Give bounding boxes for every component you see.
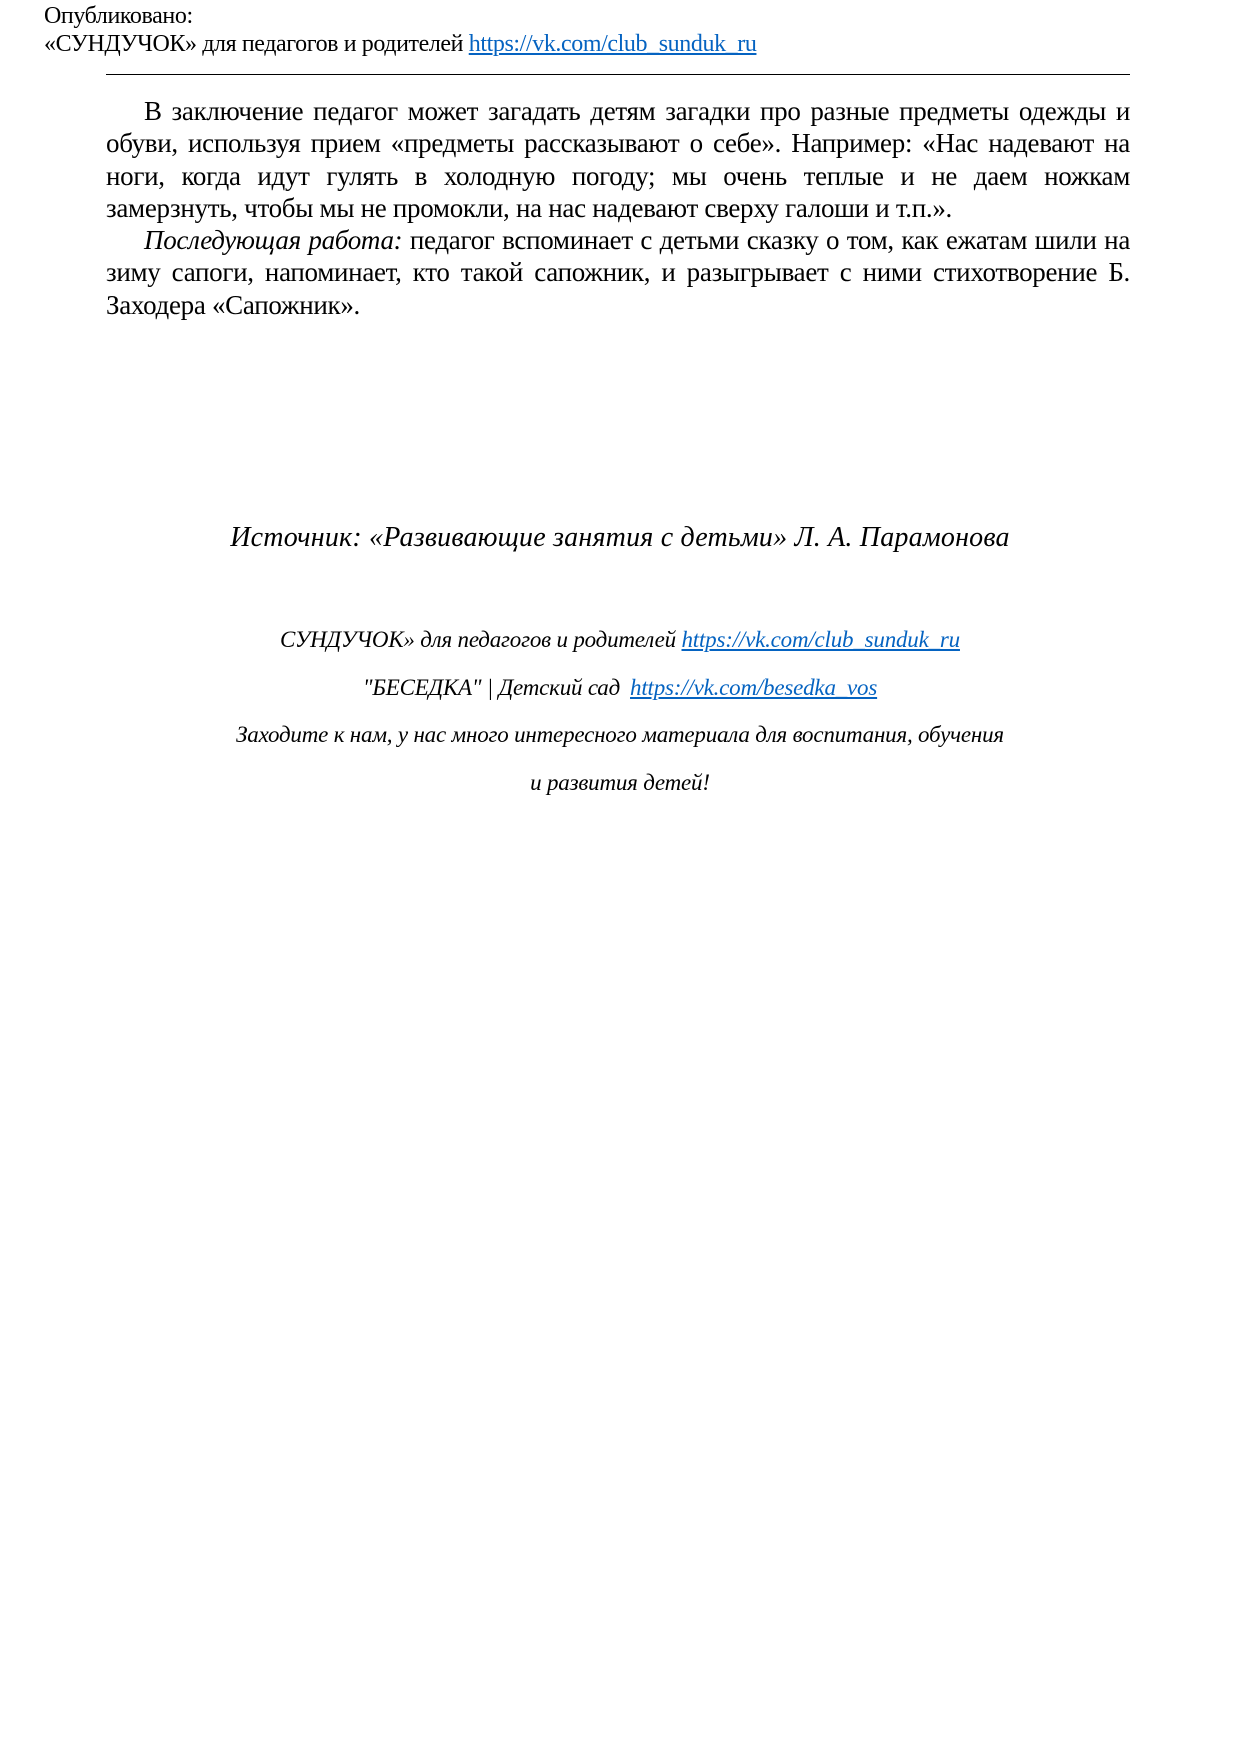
published-label: Опубликовано:: [44, 3, 193, 29]
publisher-link[interactable]: https://vk.com/club_sunduk_ru: [468, 31, 757, 57]
footer-sunduk-link[interactable]: https://vk.com/club_sunduk_ru: [681, 627, 960, 652]
footer-besedka-link[interactable]: https://vk.com/besedka_vos: [630, 674, 878, 700]
publisher-name: «СУНДУЧОК» для педагогов и родителей: [44, 31, 464, 57]
paragraph-riddles: В заключение педагог может загадать детям загадки про разные предметы одежды и обуви, используя прием «предметы рассказывают о себе». Например: «Нас надевают на ноги, когда идут гулять в холодную погоду; мы очень теплые и не даем ножкам замерзнуть, чтобы мы не промокли, на нас надевают сверху галоши и т.п.».: [106, 96, 1130, 223]
article-body: [106, 95, 1130, 321]
footer-sunduk-text: СУНДУЧОК» для педагогов и родителей: [280, 627, 682, 652]
source-text: «Развивающие занятия с детьми» Л. А. Парамонова: [361, 522, 1010, 553]
page-header: [44, 2, 756, 58]
source-label: Источник:: [230, 522, 362, 553]
paragraph-follow-up: [106, 224, 1130, 321]
footer-line-sunduk: [0, 626, 1240, 674]
header-divider: [106, 74, 1130, 75]
source-citation: [0, 522, 1240, 554]
page-footer: [0, 626, 1240, 816]
publisher-line: [44, 30, 756, 58]
footer-invite: Заходите к нам, у нас много интересного материала для воспитания, обучения: [236, 722, 1004, 747]
footer-line-besedka: [0, 674, 1240, 722]
footer-besedka-text: "БЕСЕДКА" | Детский сад: [362, 674, 621, 700]
follow-up-text: педагог вспоминает с детьми сказку о том, как ежатам шили на зиму сапоги, напоминает, кто такой сапожник, и разыгрывает с ними стихотворение Б. Заходера «Сапожник».: [106, 225, 1131, 320]
follow-up-label: Последующая работа:: [144, 225, 403, 256]
footer-invite-end: и развития детей!: [530, 769, 710, 795]
